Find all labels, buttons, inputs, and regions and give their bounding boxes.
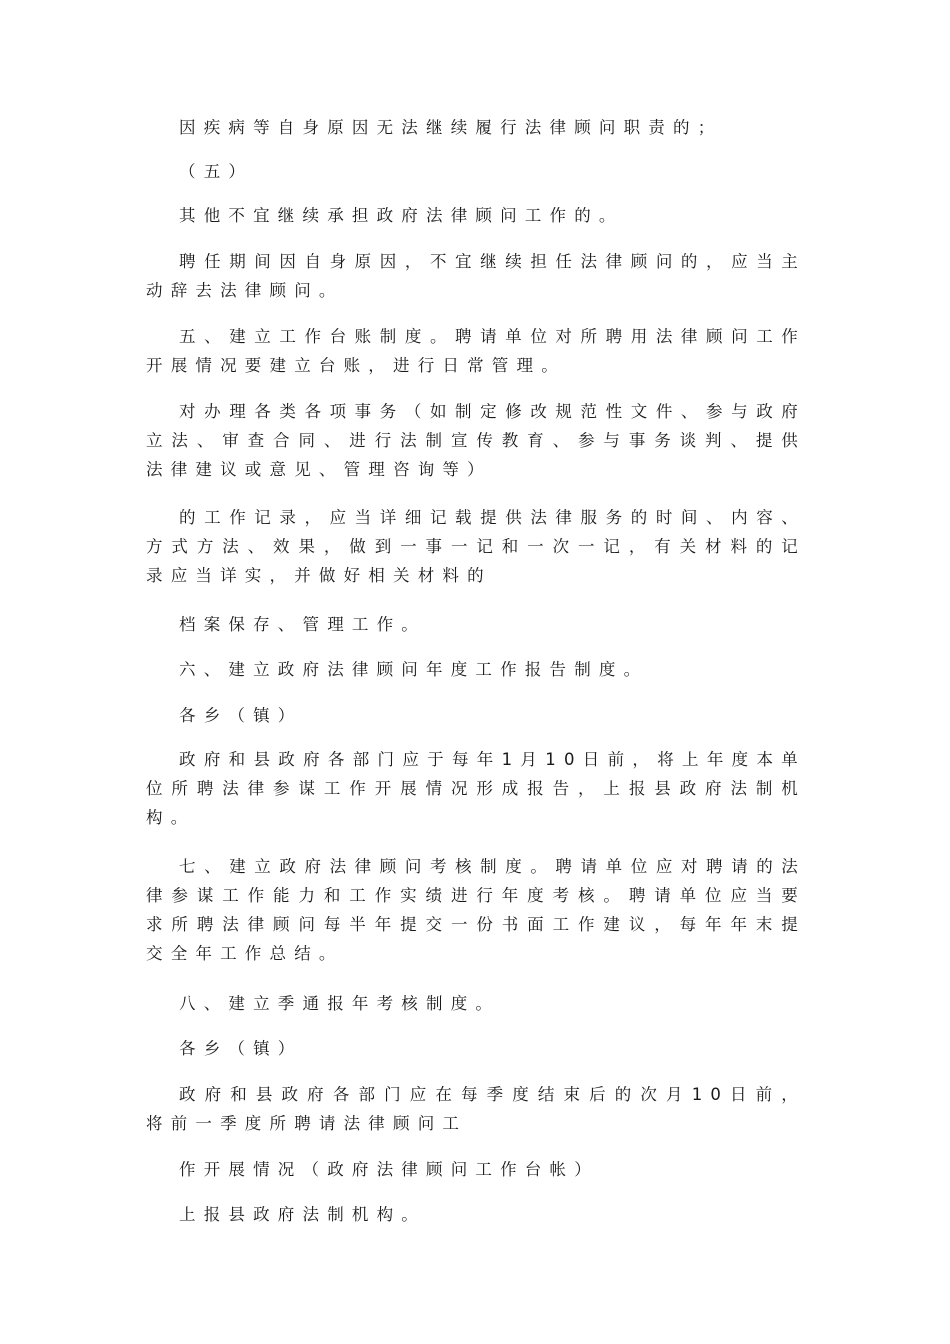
paragraph: 上报县政府法制机构。	[179, 1205, 426, 1224]
paragraph: 政府和县政府各部门应在每季度结束后的次月10日前，将前一季度所聘请法律顾问工	[146, 1085, 806, 1133]
paragraph: 档案保存、管理工作。	[179, 615, 426, 634]
paragraph: 七、建立政府法律顾问考核制度。聘请单位应对聘请的法律参谋工作能力和工作实绩进行年度考核。聘请单位应当要求所聘法律顾问每半年提交一份书面工作建议，每年年末提交全年工作总结。	[146, 857, 806, 963]
paragraph: 六、建立政府法律顾问年度工作报告制度。	[179, 660, 649, 679]
paragraph: 作开展情况（政府法律顾问工作台帐）	[179, 1160, 599, 1179]
paragraph: 各乡（镇）	[179, 1039, 303, 1058]
paragraph: 对办理各类各项事务（如制定修改规范性文件、参与政府立法、审查合同、进行法制宣传教育、参与事务谈判、提供法律建议或意见、管理咨询等）	[146, 402, 806, 479]
paragraph: 因疾病等自身原因无法继续履行法律顾问职责的；	[179, 118, 723, 137]
paragraph: 各乡（镇）	[179, 706, 303, 725]
paragraph: （五）	[179, 162, 254, 181]
paragraph: 聘任期间因自身原因，不宜继续担任法律顾问的，应当主动辞去法律顾问。	[146, 252, 806, 300]
paragraph: 八、建立季通报年考核制度。	[179, 994, 501, 1013]
paragraph: 五、建立工作台账制度。聘请单位对所聘用法律顾问工作开展情况要建立台账，进行日常管理。	[146, 327, 806, 375]
paragraph: 其他不宜继续承担政府法律顾问工作的。	[179, 206, 624, 225]
paragraph: 政府和县政府各部门应于每年1月10日前，将上年度本单位所聘法律参谋工作开展情况形成报告，上报县政府法制机构。	[146, 750, 806, 827]
paragraph: 的工作记录，应当详细记载提供法律服务的时间、内容、方式方法、效果，做到一事一记和一次一记，有关材料的记录应当详实，并做好相关材料的	[146, 508, 806, 585]
